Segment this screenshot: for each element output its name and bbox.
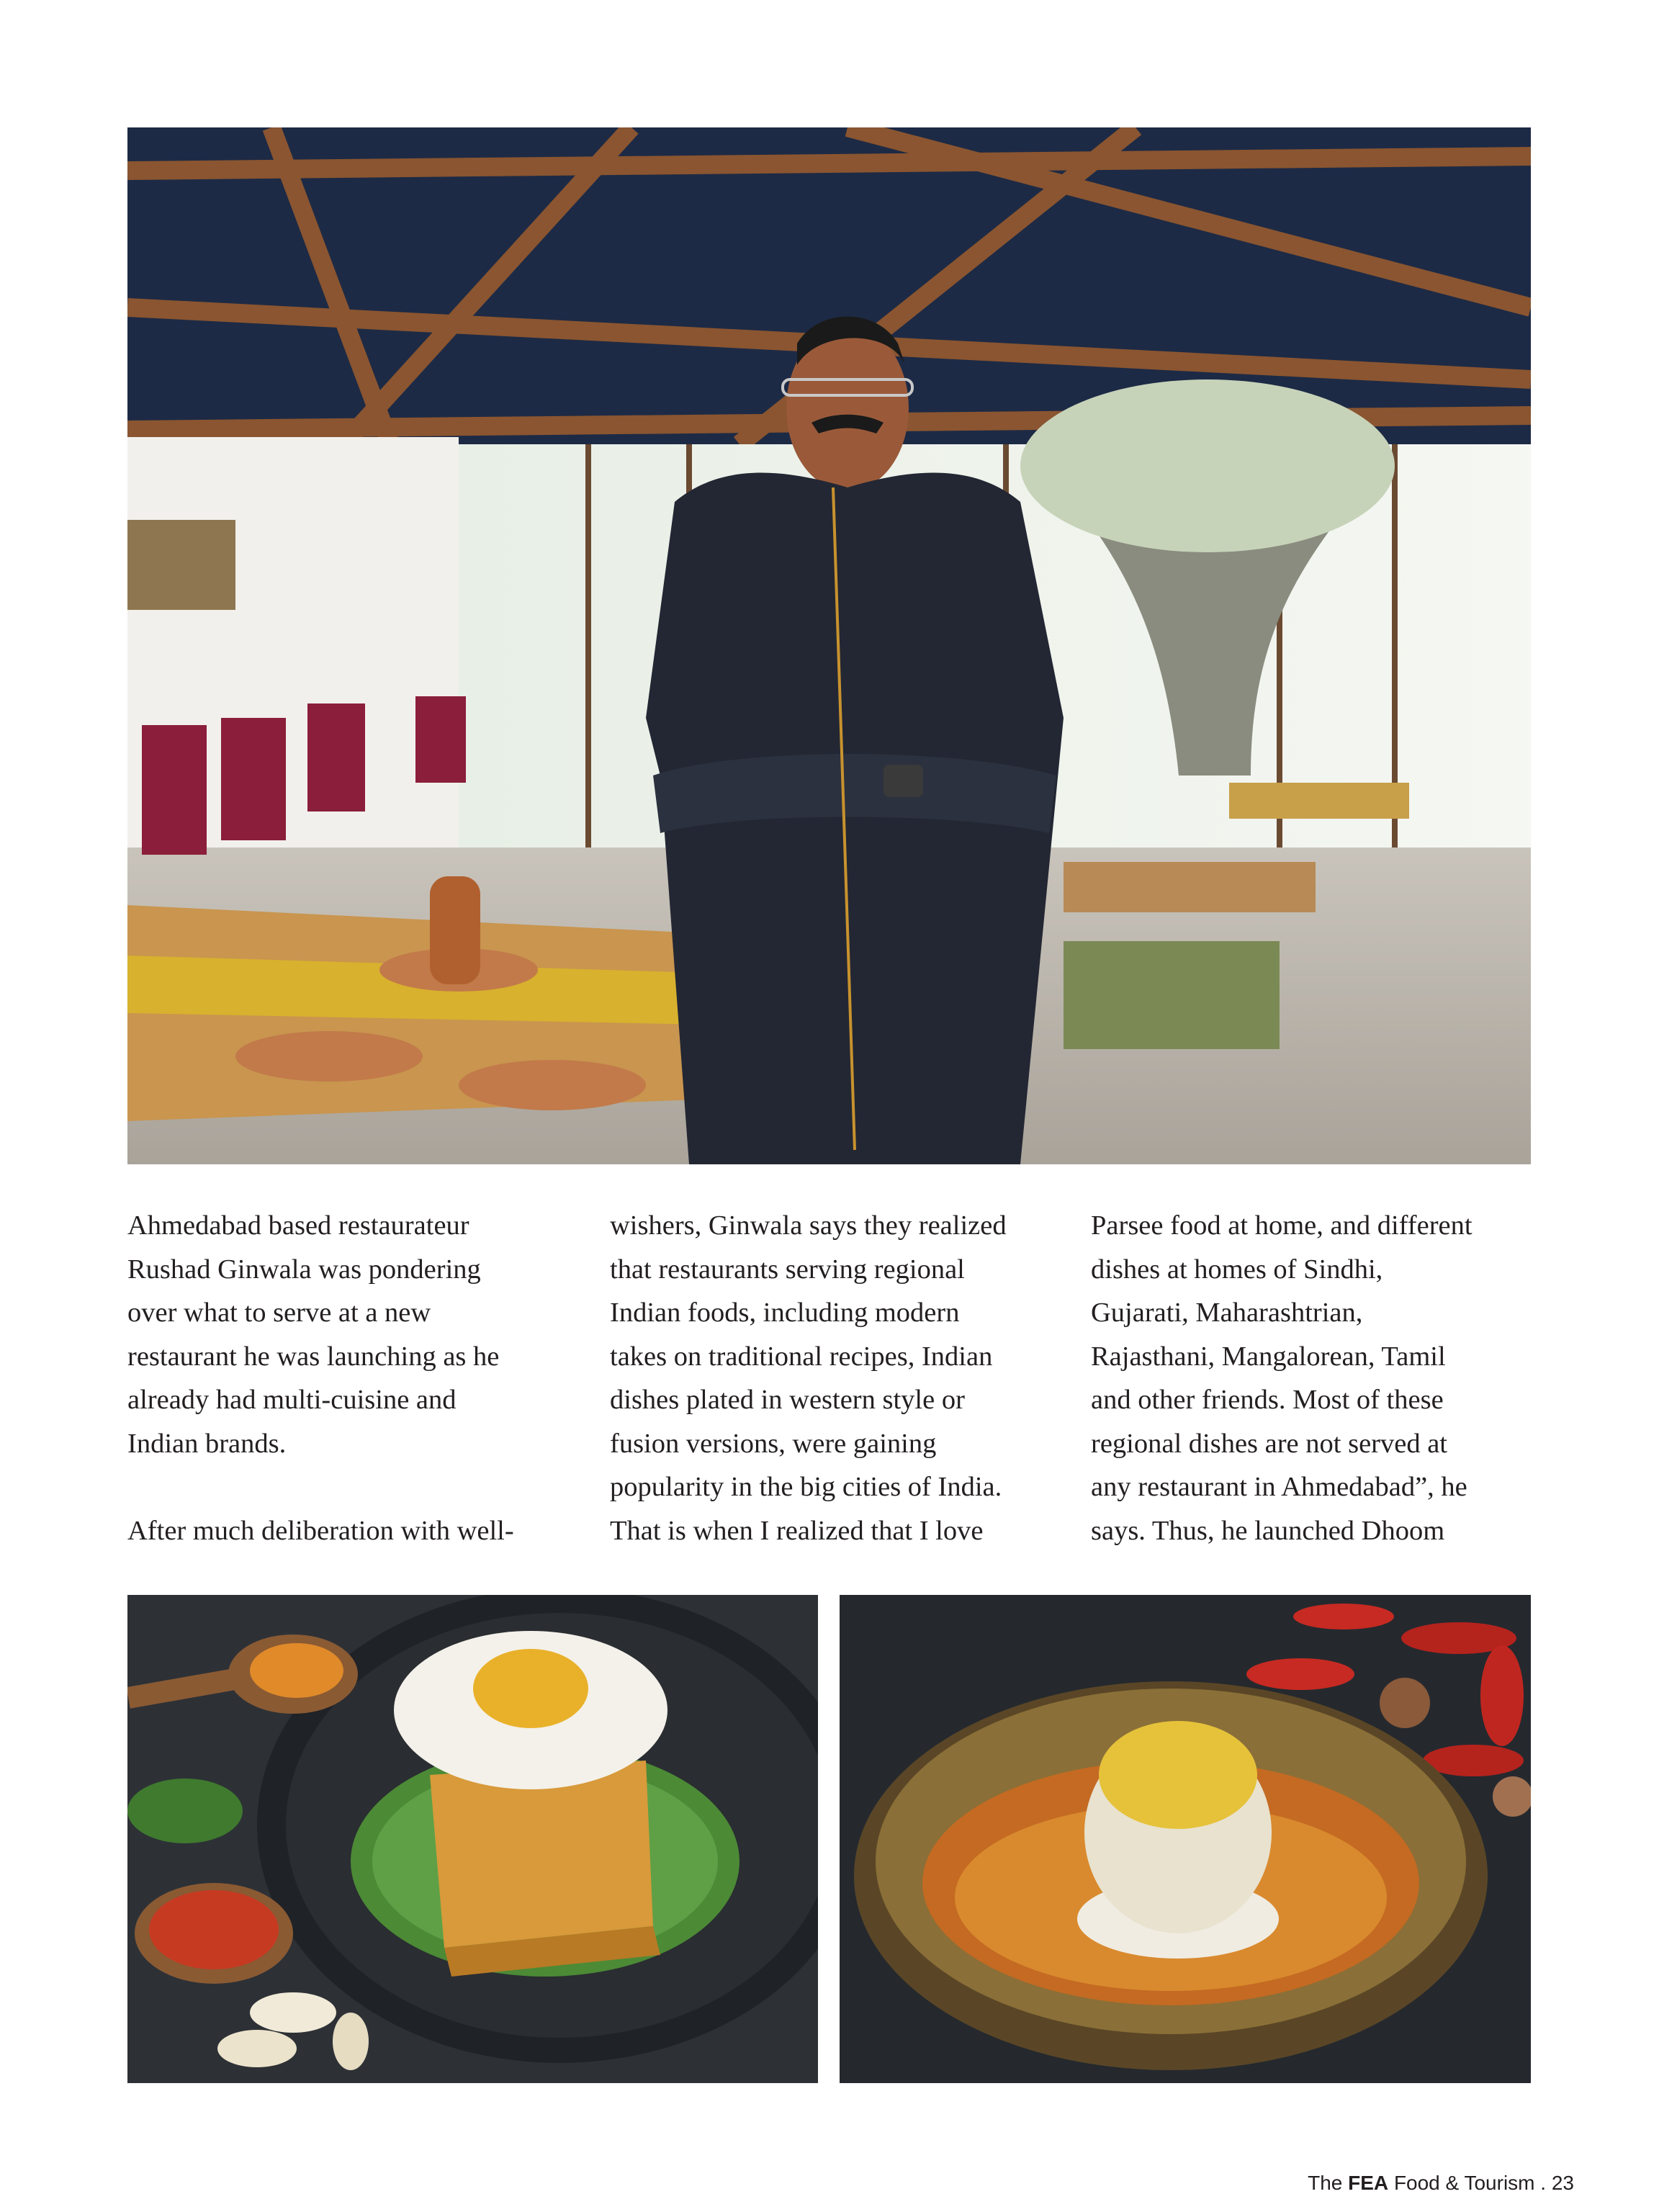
text-line: Ahmedabad based restaurateur xyxy=(127,1210,469,1241)
text-line: says. Thus, he launched Dhoom xyxy=(1091,1515,1445,1546)
text-line: Indian foods, including modern xyxy=(610,1298,960,1328)
text-line xyxy=(127,1465,567,1509)
text-line: wishers, Ginwala says they realized xyxy=(610,1210,1007,1241)
article-column-2 xyxy=(610,1204,1049,1552)
text-line: Indian brands. xyxy=(127,1428,287,1459)
text-line: popularity in the big cities of India. xyxy=(610,1472,1002,1502)
dish-photo-egg-toast xyxy=(127,1595,818,2083)
text-line: takes on traditional recipes, Indian xyxy=(610,1341,993,1372)
text-line: and other friends. Most of these xyxy=(1091,1385,1444,1415)
text-line: fusion versions, were gaining xyxy=(610,1428,937,1459)
text-line: regional dishes are not served at xyxy=(1091,1428,1447,1459)
text-line: that restaurants serving regional xyxy=(610,1254,965,1285)
text-line: After much deliberation with well- xyxy=(127,1515,514,1546)
footer-brand: FEA xyxy=(1348,2172,1389,2194)
text-line: over what to serve at a new xyxy=(127,1298,431,1328)
footer-the: The xyxy=(1308,2172,1343,2194)
text-line: any restaurant in Ahmedabad”, he xyxy=(1091,1472,1467,1502)
text-line: dishes plated in western style or xyxy=(610,1385,965,1415)
text-line: Rushad Ginwala was pondering xyxy=(127,1254,481,1285)
article-column-3 xyxy=(1091,1204,1530,1552)
text-line: already had multi-cuisine and xyxy=(127,1385,457,1415)
text-line: Gujarati, Maharashtrian, xyxy=(1091,1298,1363,1328)
text-line: restaurant he was launching as he xyxy=(127,1341,500,1372)
footer-separator: . xyxy=(1540,2172,1547,2194)
footer-title: Food & Tourism xyxy=(1393,2172,1535,2194)
text-line: That is when I realized that I love xyxy=(610,1515,984,1546)
article-column-1 xyxy=(127,1204,567,1552)
page-number: 23 xyxy=(1551,2172,1574,2194)
text-line: dishes at homes of Sindhi, xyxy=(1091,1254,1383,1285)
text-line: Rajasthani, Mangalorean, Tamil xyxy=(1091,1341,1446,1372)
page-footer xyxy=(1308,2172,1574,2195)
dish-photo-rice-curry xyxy=(840,1595,1531,2083)
hero-photo-chef-restaurant xyxy=(127,127,1531,1164)
text-line: Parsee food at home, and different xyxy=(1091,1210,1473,1241)
